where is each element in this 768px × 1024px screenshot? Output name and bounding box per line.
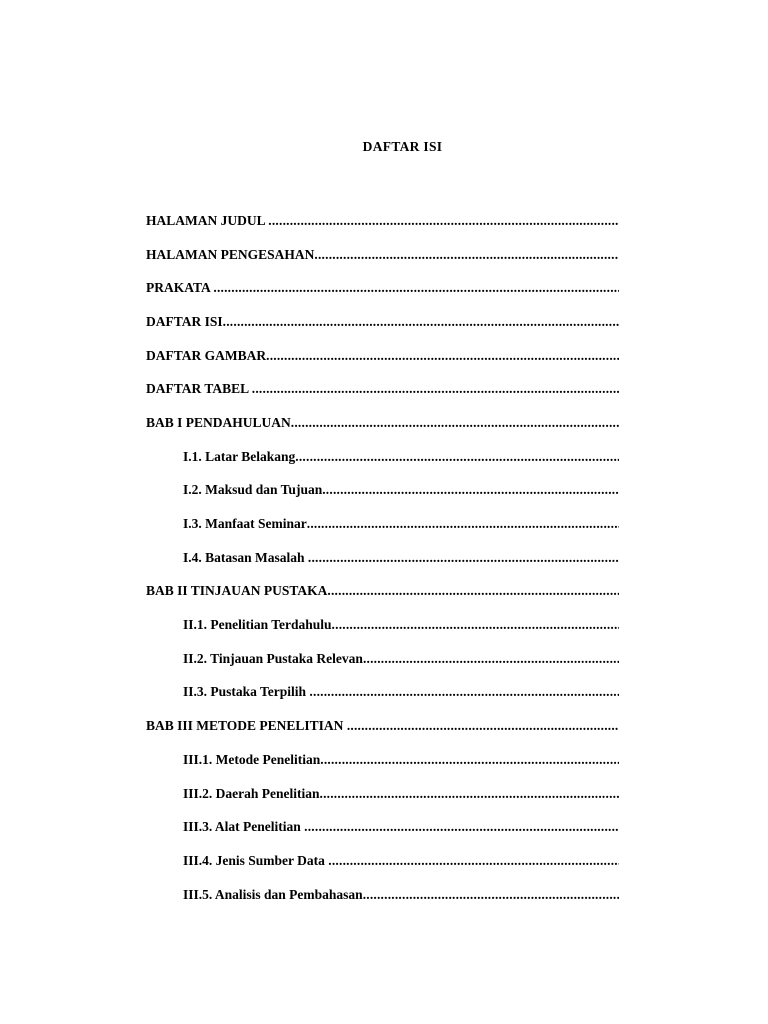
toc-entry-label: BAB II TINJAUAN PUSTAKA bbox=[146, 583, 328, 599]
toc-dot-leader bbox=[213, 280, 619, 296]
toc-entry-label: HALAMAN JUDUL bbox=[146, 212, 269, 228]
toc-subentry bbox=[146, 474, 619, 508]
toc-entry-label: II.3. Pustaka Terpilih bbox=[183, 684, 310, 700]
toc-entry-label: III.5. Analisis dan Pembahasan bbox=[183, 886, 363, 902]
toc-entry bbox=[146, 204, 619, 238]
toc-entry-label: I.1. Latar Belakang bbox=[183, 448, 296, 464]
toc-entry-label: HALAMAN PENGESAHAN bbox=[146, 246, 315, 262]
toc-subentry bbox=[146, 642, 619, 676]
toc-dot-leader bbox=[347, 718, 619, 734]
toc-entry bbox=[146, 339, 619, 373]
toc-entry-label: I.4. Batasan Masalah bbox=[183, 549, 308, 565]
toc-entry-label: II.1. Penelitian Terdahulu bbox=[183, 617, 332, 633]
toc-dot-leader bbox=[252, 381, 619, 397]
toc-entry-label: III.1. Metode Penelitian bbox=[183, 751, 321, 767]
toc-entry-label: III.4. Jenis Sumber Data bbox=[183, 852, 329, 868]
toc-subentry bbox=[146, 777, 619, 811]
toc-entry-label: PRAKATA bbox=[146, 280, 214, 296]
toc-entry bbox=[146, 305, 619, 339]
toc-subentry bbox=[146, 810, 619, 844]
toc-subentry bbox=[146, 743, 619, 777]
toc-subentry bbox=[146, 676, 619, 710]
toc-entry-label: DAFTAR GAMBAR bbox=[146, 347, 267, 363]
toc-dot-leader bbox=[314, 247, 619, 263]
toc-entry bbox=[146, 575, 619, 609]
toc-dot-leader bbox=[332, 617, 619, 633]
toc-entry bbox=[146, 271, 619, 305]
toc-entry-label: DAFTAR ISI bbox=[146, 313, 223, 329]
toc-dot-leader bbox=[307, 516, 619, 532]
toc-entry bbox=[146, 709, 619, 743]
toc-subentry bbox=[146, 844, 619, 878]
toc-subentry bbox=[146, 608, 619, 642]
toc-entry-label: DAFTAR TABEL bbox=[146, 381, 252, 397]
toc-dot-leader bbox=[295, 449, 619, 465]
toc-dot-leader bbox=[291, 415, 619, 431]
toc-dot-leader bbox=[320, 786, 620, 802]
toc-subentry bbox=[146, 878, 619, 912]
toc-subentry bbox=[146, 541, 619, 575]
toc-entry bbox=[146, 238, 619, 272]
toc-dot-leader bbox=[266, 348, 619, 364]
toc-subentry bbox=[146, 440, 619, 474]
toc-dot-leader bbox=[328, 853, 619, 869]
page-title: DAFTAR ISI bbox=[362, 139, 443, 154]
toc-subentry bbox=[146, 507, 619, 541]
toc-dot-leader bbox=[309, 684, 619, 700]
toc-dot-leader bbox=[268, 213, 619, 229]
toc-entry-label: II.2. Tinjauan Pustaka Relevan bbox=[183, 650, 363, 666]
toc-dot-leader bbox=[363, 651, 619, 667]
toc-entry bbox=[146, 372, 619, 406]
toc-entry-label: BAB I PENDAHULUAN bbox=[146, 414, 291, 430]
toc-dot-leader bbox=[363, 887, 619, 903]
toc-dot-leader bbox=[327, 583, 619, 599]
toc-entry-label: BAB III METODE PENELITIAN bbox=[146, 718, 347, 734]
toc-entry-label: I.3. Manfaat Seminar bbox=[183, 516, 307, 532]
toc-entry-label: III.2. Daerah Penelitian bbox=[183, 785, 320, 801]
toc-dot-leader bbox=[223, 314, 619, 330]
table-of-contents bbox=[146, 204, 619, 911]
toc-dot-leader bbox=[322, 482, 619, 498]
toc-entry-label: III.3. Alat Penelitian bbox=[183, 819, 305, 835]
toc-entry bbox=[146, 406, 619, 440]
toc-dot-leader bbox=[308, 550, 619, 566]
toc-dot-leader bbox=[304, 819, 619, 835]
toc-dot-leader bbox=[320, 752, 619, 768]
toc-entry-label: I.2. Maksud dan Tujuan bbox=[183, 482, 323, 498]
